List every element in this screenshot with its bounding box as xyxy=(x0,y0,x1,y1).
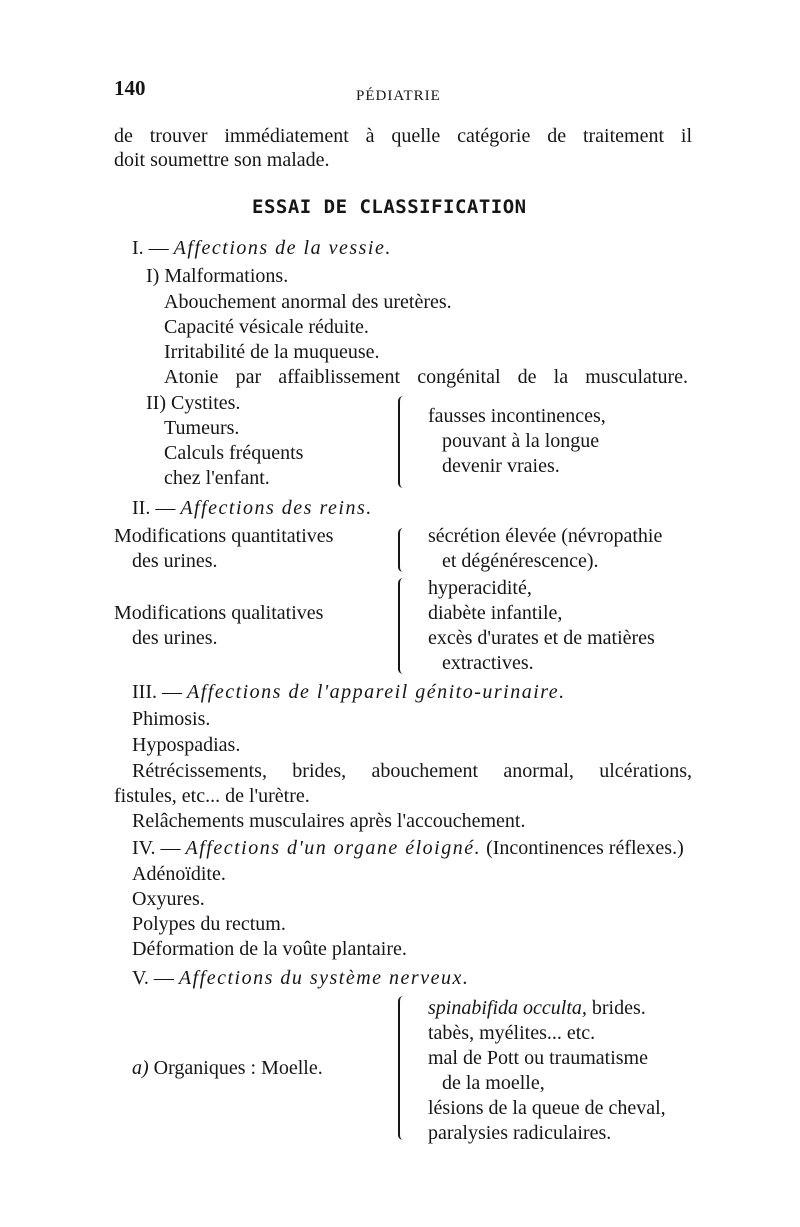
right-item: de la moelle, xyxy=(442,1072,545,1094)
running-title: PÉDIATRIE xyxy=(356,88,441,104)
right-item: paralysies radiculaires. xyxy=(428,1122,612,1144)
list-item: Oxyures. xyxy=(132,888,205,910)
section-2-heading xyxy=(132,496,373,520)
right-item-italic: spinabifida occulta, xyxy=(428,997,587,1019)
list-item: Capacité vésicale réduite. xyxy=(164,316,369,338)
left-item: des urines. xyxy=(132,627,218,649)
item-label: Organiques : Moelle. xyxy=(153,1057,323,1079)
right-item-rest: brides. xyxy=(586,997,646,1019)
intro-line-1: de trouver immédiatement à quelle catégorie de traitement il xyxy=(114,125,692,147)
section-4-title: Affections d'un organe éloigné. xyxy=(185,837,482,859)
right-item: pouvant à la longue xyxy=(442,430,600,452)
list-item: Hypospadias. xyxy=(132,734,241,756)
right-item: hyperacidité, xyxy=(428,577,532,599)
left-item: Modifications qualitatives xyxy=(114,602,324,624)
list-item: Déformation de la voûte plantaire. xyxy=(132,938,407,960)
list-item: Adénoïdite. xyxy=(132,863,226,885)
list-item: fistules, etc... de l'urètre. xyxy=(114,785,310,807)
left-item: Calculs fréquents xyxy=(164,442,304,464)
list-item: Rétrécissements, brides, abouchement anormal, ulcérations, xyxy=(132,760,692,782)
section-1-heading xyxy=(132,236,392,260)
section-3-title: Affections de l'appareil génito-urinaire. xyxy=(186,681,566,703)
section-2-title: Affections des reins. xyxy=(180,497,373,519)
right-item: diabète infantile, xyxy=(428,602,563,624)
section-5-title: Affections du système nerveux. xyxy=(178,967,470,989)
right-item: lésions de la queue de cheval, xyxy=(428,1097,666,1119)
right-item xyxy=(428,996,646,1020)
section-3-heading xyxy=(132,680,566,704)
right-item: devenir vraies. xyxy=(442,455,560,477)
list-item: Abouchement anormal des uretères. xyxy=(164,291,452,313)
right-item: tabès, myélites... etc. xyxy=(428,1022,596,1044)
section-1-title: Affections de la vessie. xyxy=(173,237,392,259)
list-item: Polypes du rectum. xyxy=(132,913,286,935)
right-item: excès d'urates et de matières xyxy=(428,627,655,649)
page-number: 140 xyxy=(114,76,146,100)
brace xyxy=(398,528,405,572)
section-4-number: IV. — xyxy=(132,837,181,859)
right-item: mal de Pott ou traumatisme xyxy=(428,1047,648,1069)
section-3-number: III. — xyxy=(132,681,182,703)
section-4-note: (Incontinences réflexes.) xyxy=(486,837,684,859)
section-5-number: V. — xyxy=(132,967,174,989)
section-2-number: II. — xyxy=(132,497,176,519)
subsection-malformations: I) Malformations. xyxy=(146,265,289,287)
section-4-heading xyxy=(132,836,684,860)
section-1-number: I. — xyxy=(132,237,169,259)
list-item: Relâchements musculaires après l'accouchement. xyxy=(132,810,526,832)
right-item: extractives. xyxy=(442,652,534,674)
brace xyxy=(398,996,405,1140)
item-letter: a) xyxy=(132,1057,149,1079)
right-item: sécrétion élevée (névropathie xyxy=(428,525,663,547)
list-item: Atonie par affaiblissement congénital de la musculature. xyxy=(164,366,688,388)
left-item: des urines. xyxy=(132,550,218,572)
intro-line-2: doit soumettre son malade. xyxy=(114,149,330,171)
list-item: Irritabilité de la muqueuse. xyxy=(164,341,380,363)
brace xyxy=(398,396,405,488)
list-item: Phimosis. xyxy=(132,708,211,730)
left-item: chez l'enfant. xyxy=(164,467,270,489)
brace xyxy=(398,578,405,674)
left-item: Modifications quantitatives xyxy=(114,525,334,547)
left-item: Tumeurs. xyxy=(164,417,240,439)
section-title: ESSAI DE CLASSIFICATION xyxy=(252,196,527,218)
left-item: II) Cystites. xyxy=(146,392,241,414)
section-5-heading xyxy=(132,966,469,990)
left-item xyxy=(132,1056,323,1080)
right-item: et dégénérescence). xyxy=(442,550,599,572)
right-item: fausses incontinences, xyxy=(428,405,606,427)
